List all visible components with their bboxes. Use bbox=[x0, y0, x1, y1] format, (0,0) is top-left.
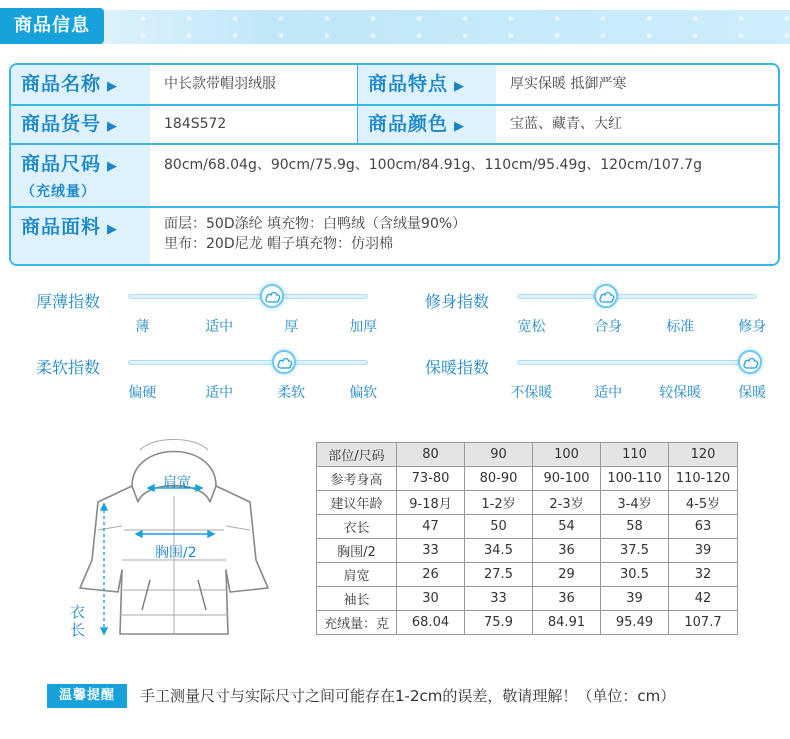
tip-badge: 温馨提醒 bbox=[47, 684, 127, 708]
table-cell: 29 bbox=[533, 563, 601, 587]
table-cell: 37.5 bbox=[601, 539, 669, 563]
info-row-size bbox=[11, 145, 778, 208]
length-label: 衣长 bbox=[70, 603, 86, 639]
code-value: 184S572 bbox=[164, 116, 227, 132]
color-label: 商品颜色 ▶ bbox=[357, 106, 496, 143]
index-tick-label: 宽松 bbox=[517, 319, 546, 335]
index-tick-label: 合身 bbox=[594, 319, 623, 335]
fabric-line-1: 面层：50D涤纶 填充物：白鸭绒（含绒量90%） bbox=[164, 216, 467, 232]
index-track bbox=[128, 294, 368, 299]
index-tick-label: 偏软 bbox=[349, 385, 378, 401]
table-cell: 84.91 bbox=[533, 611, 601, 635]
size-value: 80cm/68.04g、90cm/75.9g、100cm/84.91g、110cm/95.49g、120cm/107.7g bbox=[164, 157, 702, 173]
index-tick-label: 薄 bbox=[135, 319, 150, 335]
table-header-row bbox=[317, 443, 738, 467]
arrow-right-icon: ▶ bbox=[107, 159, 119, 174]
info-row-name bbox=[11, 65, 778, 106]
tip-text: 手工测量尺寸与实际尺寸之间可能存在1-2cm的误差，敬请理解！（单位：cm） bbox=[140, 687, 676, 705]
table-cell: 39 bbox=[669, 539, 738, 563]
index-name: 修身指数 bbox=[425, 292, 490, 311]
index-name: 保暖指数 bbox=[425, 358, 490, 377]
table-cell: 73-80 bbox=[397, 467, 465, 491]
table-cell: 3-4岁 bbox=[601, 491, 669, 515]
table-cell: 80-90 bbox=[465, 467, 533, 491]
index-track bbox=[517, 360, 757, 365]
size-label: 商品尺码 ▶ （充绒量） bbox=[11, 145, 150, 206]
table-cell: 33 bbox=[397, 539, 465, 563]
row-label: 参考身高 bbox=[317, 467, 397, 491]
index-tick-label: 标准 bbox=[666, 319, 695, 335]
header-pattern bbox=[120, 10, 790, 44]
size-sublabel: （充绒量） bbox=[21, 184, 96, 200]
table-cell: 47 bbox=[397, 515, 465, 539]
table-cell: 107.7 bbox=[669, 611, 738, 635]
shoulder-label: 肩宽 bbox=[163, 475, 191, 491]
table-row bbox=[317, 515, 738, 539]
row-label: 充绒量：克 bbox=[317, 611, 397, 635]
index-tick-label: 厚 bbox=[284, 319, 299, 335]
row-label: 袖长 bbox=[317, 587, 397, 611]
table-cell: 33 bbox=[465, 587, 533, 611]
header-cell: 120 bbox=[669, 443, 738, 467]
table-cell: 39 bbox=[601, 587, 669, 611]
index-tick-label: 柔软 bbox=[277, 385, 306, 401]
index-knob bbox=[260, 284, 284, 308]
table-row bbox=[317, 611, 738, 635]
table-cell: 4-5岁 bbox=[669, 491, 738, 515]
index-knob bbox=[272, 350, 296, 374]
index-thickness bbox=[36, 284, 376, 340]
index-tick-label: 修身 bbox=[738, 319, 767, 335]
table-row bbox=[317, 491, 738, 515]
index-tick-label: 不保暖 bbox=[510, 385, 553, 401]
table-row bbox=[317, 539, 738, 563]
table-cell: 9-18月 bbox=[397, 491, 465, 515]
header-cell: 部位/尺码 bbox=[317, 443, 397, 467]
table-cell: 2-3岁 bbox=[533, 491, 601, 515]
header-cell: 80 bbox=[397, 443, 465, 467]
cloud-icon bbox=[265, 291, 281, 303]
row-label: 肩宽 bbox=[317, 563, 397, 587]
section-title: 商品信息 bbox=[0, 8, 104, 44]
table-cell: 95.49 bbox=[601, 611, 669, 635]
size-chart-table bbox=[316, 442, 738, 635]
arrow-right-icon: ▶ bbox=[107, 222, 119, 237]
index-tick-label: 偏硬 bbox=[128, 385, 157, 401]
table-cell: 54 bbox=[533, 515, 601, 539]
table-cell: 1-2岁 bbox=[465, 491, 533, 515]
index-name: 柔软指数 bbox=[36, 358, 101, 377]
table-cell: 30 bbox=[397, 587, 465, 611]
fabric-line-2: 里布：20D尼龙 帽子填充物：仿羽棉 bbox=[164, 236, 394, 252]
row-label: 胸围/2 bbox=[317, 539, 397, 563]
table-cell: 36 bbox=[533, 539, 601, 563]
table-row bbox=[317, 587, 738, 611]
table-cell: 34.5 bbox=[465, 539, 533, 563]
table-cell: 27.5 bbox=[465, 563, 533, 587]
table-cell: 68.04 bbox=[397, 611, 465, 635]
cloud-icon bbox=[743, 357, 759, 369]
table-cell: 42 bbox=[669, 587, 738, 611]
cloud-icon bbox=[277, 357, 293, 369]
index-knob bbox=[594, 284, 618, 308]
table-cell: 75.9 bbox=[465, 611, 533, 635]
fabric-value bbox=[150, 208, 778, 254]
header-cell: 90 bbox=[465, 443, 533, 467]
arrow-right-icon: ▶ bbox=[107, 119, 119, 134]
table-cell: 32 bbox=[669, 563, 738, 587]
table-cell: 58 bbox=[601, 515, 669, 539]
table-cell: 26 bbox=[397, 563, 465, 587]
row-label: 衣长 bbox=[317, 515, 397, 539]
table-cell: 63 bbox=[669, 515, 738, 539]
index-tick-label: 适中 bbox=[594, 385, 623, 401]
table-cell: 100-110 bbox=[601, 467, 669, 491]
table-cell: 50 bbox=[465, 515, 533, 539]
chest-label: 胸围/2 bbox=[155, 545, 197, 561]
arrow-right-icon: ▶ bbox=[107, 79, 119, 94]
table-cell: 30.5 bbox=[601, 563, 669, 587]
index-tick-label: 适中 bbox=[205, 385, 234, 401]
section-header bbox=[0, 0, 790, 50]
feature-value: 厚实保暖 抵御严寒 bbox=[510, 76, 627, 92]
name-label: 商品名称 ▶ bbox=[11, 65, 150, 104]
index-tick-label: 较保暖 bbox=[659, 385, 702, 401]
fabric-label: 商品面料 ▶ bbox=[11, 208, 150, 264]
table-row bbox=[317, 563, 738, 587]
index-tick-label: 适中 bbox=[205, 319, 234, 335]
index-fit bbox=[425, 284, 765, 340]
name-value: 中长款带帽羽绒服 bbox=[164, 76, 276, 92]
color-value: 宝蓝、藏青、大红 bbox=[510, 116, 622, 132]
index-knob bbox=[738, 350, 762, 374]
index-track bbox=[517, 294, 757, 299]
index-warmth bbox=[425, 350, 765, 406]
row-label: 建议年龄 bbox=[317, 491, 397, 515]
index-name: 厚薄指数 bbox=[36, 292, 101, 311]
arrow-right-icon: ▶ bbox=[454, 119, 466, 134]
index-tick-label: 保暖 bbox=[738, 385, 767, 401]
table-cell: 90-100 bbox=[533, 467, 601, 491]
index-track bbox=[128, 360, 368, 365]
info-row-fabric bbox=[11, 208, 778, 264]
header-cell: 110 bbox=[601, 443, 669, 467]
table-row bbox=[317, 467, 738, 491]
table-cell: 110-120 bbox=[669, 467, 738, 491]
index-softness bbox=[36, 350, 376, 406]
feature-label: 商品特点 ▶ bbox=[357, 65, 496, 104]
code-label: 商品货号 ▶ bbox=[11, 106, 150, 143]
product-info-table bbox=[9, 63, 780, 266]
info-row-code bbox=[11, 106, 778, 145]
cloud-icon bbox=[599, 291, 615, 303]
header-cell: 100 bbox=[533, 443, 601, 467]
table-cell: 36 bbox=[533, 587, 601, 611]
index-tick-label: 加厚 bbox=[349, 319, 378, 335]
arrow-right-icon: ▶ bbox=[454, 79, 466, 94]
